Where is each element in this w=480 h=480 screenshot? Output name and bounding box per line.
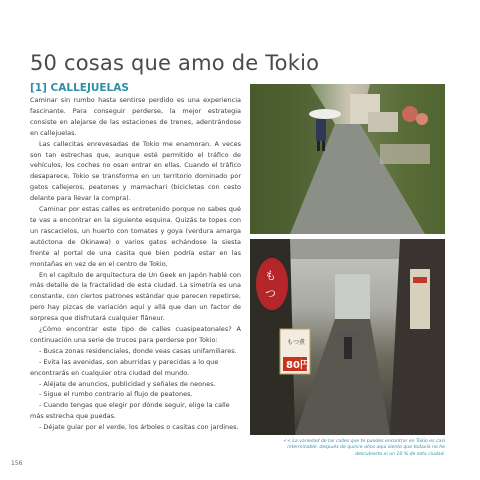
list-item: - Evita las avenidas, son aburridas y parecidas a lo que encontrarás en cualquier otra ciudad del mundo. bbox=[30, 357, 219, 377]
street-photo-umbrella-drawing bbox=[250, 84, 445, 234]
page-title: 50 cosas que amo de Tokio bbox=[30, 51, 320, 75]
street-photo-lantern bbox=[250, 239, 445, 435]
paragraph: Caminar por estas calles es entretenido porque no sabes qué te vas a encontrar en la siguiente esquina. Quizás te topes con un rascacielos, un huerto con tomates y goya (verdura amarga autóctona de Okinawa) o varios gatos echándose la siesta frente al portal de una casita que bien podría estar en las montañas en vez de en el centro de Tokio. bbox=[30, 205, 241, 268]
list-item: - Déjate guiar por el verde, los árboles o casitas con jardines. bbox=[39, 423, 239, 432]
sign-kanji: もつ煮 bbox=[287, 339, 306, 346]
list-item: - Aléjate de anuncios, publicidad y señales de neones. bbox=[39, 379, 216, 388]
paragraph: Las callecitas enrevesadas de Tokio me enamoran. A veces son tan estrechas que, aunque esté permitido el tráfico de vehículos, los coches no osan entrar en ellas. Cuando el tráfico desaparece, Tokio se transforma en un territorio dominado por gatos callejeros, peatones y mamachari (bicicletas con cesto delante para llevar la compra). bbox=[30, 139, 241, 203]
street-photo-umbrella bbox=[250, 84, 445, 234]
section-heading: [1] CALLEJUELAS bbox=[30, 82, 129, 94]
lantern-text: も bbox=[265, 269, 276, 282]
lantern-text: つ bbox=[265, 287, 276, 300]
list-item: - Sigue el rumbo contrario al flujo de peatones. bbox=[39, 390, 193, 399]
paragraph: En el capítulo de arquitectura de Un Geek en Japón hablé con más detalle de la fractalidad de esta ciudad. La simetría es una constante, con ciertos patrones estándar que parecen repetirse, pero hay pizcas de variación aquí y allá que dan un factor de sorpresa que disfrutará cualquier flâneur. bbox=[30, 270, 241, 323]
body-text bbox=[30, 95, 241, 433]
photo-caption: << La variedad de las calles que te puedes encontrar en Tokio es casi interminable, después de quince años aquí siento que todavía no he descubierto ni un 10 % de esta ciudad. bbox=[283, 439, 445, 457]
street-photo-lantern-drawing bbox=[250, 239, 445, 435]
list-item: - Busca zonas residenciales, donde veas casas unifamiliares. bbox=[39, 346, 237, 355]
page-number: 156 bbox=[11, 460, 23, 467]
paragraph: Caminar sin rumbo hasta sentirse perdido es una experiencia fascinante. Para conseguir perderse, la mejor estrategia consiste en alejarse de las estaciones de trenes, adentrándose en callejuelas. bbox=[30, 96, 241, 137]
sign-price: 80円 bbox=[286, 360, 310, 371]
paragraph: ¿Cómo encontrar este tipo de calles cuasipeatonales? A continuación una serie de trucos para perderse por Tokio: bbox=[30, 325, 241, 344]
list-item: - Cuando tengas que elegir por dónde seguir, elige la calle más estrecha que puedas. bbox=[30, 401, 230, 421]
